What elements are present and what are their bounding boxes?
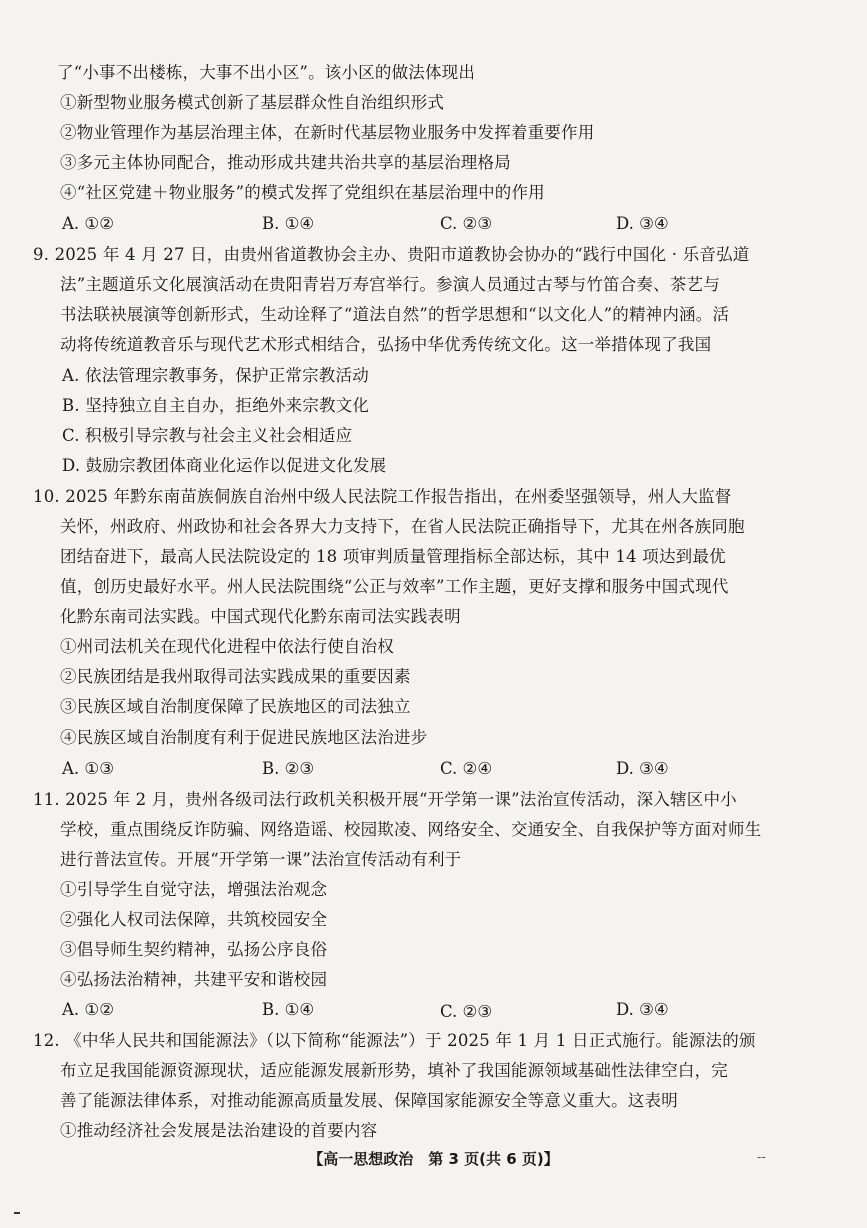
page-footer: 【高一思想政治 第 3 页(共 6 页)】	[308, 1150, 559, 1168]
q12-stem-3: 善了能源法律体系，对推动能源高质量发展、保障国家能源安全等意义重大。这表明	[60, 1091, 678, 1110]
q9-choice-d: D. 鼓励宗教团体商业化运作以促进文化发展	[62, 456, 387, 475]
q11-item-4: ④弘扬法治精神，共建平安和谐校园	[60, 970, 328, 989]
q10-stem-5: 化黔东南司法实践。中国式现代化黔东南司法实践表明	[60, 607, 461, 626]
q9-stem-2: 法”主题道乐文化展演活动在贵阳青岩万寿宫举行。参演人员通过古琴与竹笛合奏、茶艺与	[60, 275, 720, 294]
q11-stem-2: 学校，重点围绕反诈防骗、网络造谣、校园欺凌、网络安全、交通安全、自我保护等方面对师生	[60, 820, 762, 839]
q10-stem-4: 值，创历史最好水平。州人民法院围绕“公正与效率”工作主题，更好支撑和服务中国式现代	[60, 577, 729, 596]
q10-item-4: ④民族区域自治制度有利于促进民族地区法治进步	[60, 728, 428, 747]
q11-stem-3: 进行普法宣传。开展“开学第一课”法治宣传活动有利于	[60, 850, 462, 869]
q8-option-a: A. ①②	[62, 214, 114, 233]
q11-stem-1: 11. 2025 年 2 月，贵州各级司法行政机关积极开展“开学第一课”法治宣传活动，深入辖区中小	[33, 790, 737, 809]
q8-lead: 了“小事不出楼栋，大事不出小区”。该小区的做法体现出	[57, 63, 476, 82]
q9-choice-a: A. 依法管理宗教事务，保护正常宗教活动	[62, 366, 369, 385]
q10-stem-2: 关怀，州政府、州政协和社会各界大力支持下，在省人民法院正确指导下，尤其在州各族同胞	[60, 517, 745, 536]
q11-item-3: ③倡导师生契约精神，弘扬公序良俗	[60, 940, 328, 959]
q9-stem-1: 9. 2025 年 4 月 27 日，由贵州省道教协会主办、贵阳市道教协会协办的“践行中国化 · 乐音弘道	[33, 245, 750, 264]
q12-stem-2: 布立足我国能源资源现状，适应能源发展新形势，填补了我国能源领域基础性法律空白，完	[60, 1061, 728, 1080]
q11-option-d: D. ③④	[616, 1000, 669, 1019]
q10-option-c: C. ②④	[440, 759, 493, 778]
q12-item-1: ①推动经济社会发展是法治建设的首要内容	[60, 1121, 378, 1140]
q11-item-1: ①引导学生自觉守法，增强法治观念	[60, 880, 328, 899]
q9-choice-b: B. 坚持独立自主自办，拒绝外来宗教文化	[62, 396, 370, 415]
q11-option-a: A. ①②	[62, 1000, 114, 1019]
q10-option-a: A. ①③	[62, 759, 114, 778]
q10-stem-3: 团结奋进下，最高人民法院设定的 18 项审判质量管理指标全部达标，其中 14 项达到最优	[60, 547, 726, 566]
q11-item-2: ②强化人权司法保障，共筑校园安全	[60, 910, 328, 929]
q10-item-1: ①州司法机关在现代化进程中依法行使自治权	[60, 637, 394, 656]
q10-item-2: ②民族团结是我州取得司法实践成果的重要因素	[60, 667, 411, 686]
q11-option-c: C. ②③	[440, 1002, 493, 1021]
q10-stem-1: 10. 2025 年黔东南苗族侗族自治州中级人民法院工作报告指出，在州委坚强领导，州人大监督	[33, 487, 732, 506]
q9-stem-4: 动将传统道教音乐与现代艺术形式相结合，弘扬中华优秀传统文化。这一举措体现了我国	[60, 335, 712, 354]
footer-mark: --	[757, 1150, 766, 1165]
q8-item-2: ②物业管理作为基层治理主体，在新时代基层物业服务中发挥着重要作用	[60, 123, 595, 142]
q8-item-3: ③多元主体协同配合，推动形成共建共治共享的基层治理格局	[60, 153, 511, 172]
q9-choice-c: C. 积极引导宗教与社会主义社会相适应	[62, 426, 353, 445]
q10-option-d: D. ③④	[616, 759, 669, 778]
q11-option-b: B. ①④	[262, 1000, 315, 1019]
q8-option-b: B. ①④	[262, 214, 315, 233]
q8-option-d: D. ③④	[616, 214, 669, 233]
q10-option-b: B. ②③	[262, 759, 315, 778]
scan-edge-mark	[14, 1212, 20, 1214]
q8-item-1: ①新型物业服务模式创新了基层群众性自治组织形式	[60, 93, 445, 112]
q10-item-3: ③民族区域自治制度保障了民族地区的司法独立	[60, 697, 411, 716]
q8-item-4: ④“社区党建＋物业服务”的模式发挥了党组织在基层治理中的作用	[60, 183, 545, 202]
q12-stem-1: 12. 《中华人民共和国能源法》（以下简称“能源法”）于 2025 年 1 月 1 日正式施行。能源法的颁	[33, 1031, 756, 1050]
q9-stem-3: 书法联袂展演等创新形式，生动诠释了“道法自然”的哲学思想和“以文化人”的精神内涵。活	[60, 305, 730, 324]
q8-option-c: C. ②③	[440, 214, 493, 233]
